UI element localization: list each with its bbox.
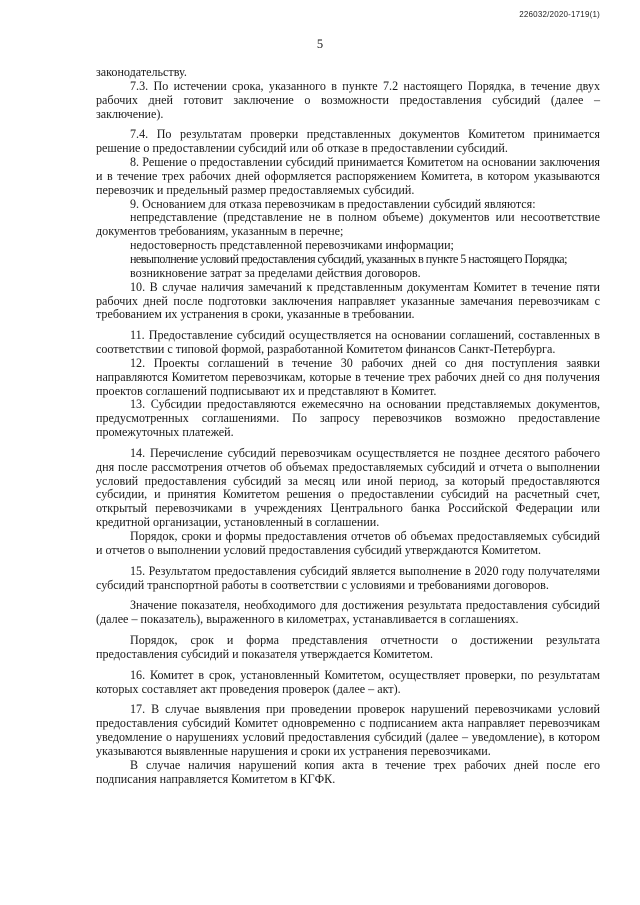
paragraph-17: 17. В случае выявления при проведении проверок нарушений перевозчиками условий предоставления субсидий Комитет одновременно с подписанием акта направляет перевозчикам уведомление о нарушениях условий предоставления субсидий (далее – уведомление), в котором указываются выявленные нарушения и сроки их устранения перевозчиками. xyxy=(96,702,600,758)
paragraph-7-3: 7.3. По истечении срока, указанного в пункте 7.2 настоящего Порядка, в течение двух рабочих дней готовит заключение о возможности предоставления субсидий (далее – заключение). xyxy=(96,78,600,121)
paragraph-15: 15. Результатом предоставления субсидий является выполнение в 2020 году получателями субсидий транспортной работы в соответствии с условиями и требованиями договоров. xyxy=(96,563,600,592)
paragraph-14-reporting: Порядок, сроки и формы предоставления отчетов об объемах предоставляемых субсидий и отчетов о выполнении условий предоставления субсидий утверждаются Комитетом. xyxy=(96,529,600,557)
document-body xyxy=(96,66,600,787)
paragraph-16: 16. Комитет в срок, установленный Комитетом, осуществляет проверки, по результатам которых составляет акт проведения проверок (далее – акт). xyxy=(96,667,600,696)
paragraph-continuation: законодательству. xyxy=(96,65,187,79)
paragraph-9-item-3: невыполнение условий предоставления субсидий, указанных в пункте 5 настоящего Порядка; xyxy=(130,251,567,266)
paragraph-11: 11. Предоставление субсидий осуществляется на основании соглашений, составленных в соответствии с типовой формой, разработанной Комитетом финансов Санкт-Петербурга. xyxy=(96,328,600,357)
paragraph-9: 9. Основанием для отказа перевозчикам в предоставлении субсидий являются: xyxy=(130,196,536,211)
paragraph-12: 12. Проекты соглашений в течение 30 рабочих дней со дня поступления заявки направляются Комитетом перевозчикам, которые в течение трех рабочих дней со дня получения проектов соглашений подписывают их и представляют в Комитет. xyxy=(96,355,600,398)
page-number: 5 xyxy=(316,37,324,51)
paragraph-7-4: 7.4. По результатам проверки представленных документов Комитетом принимается решение о предоставлении субсидий или об отказе в предоставлении субсидий. xyxy=(96,127,600,156)
paragraph-14: 14. Перечисление субсидий перевозчикам осуществляется не позднее десятого рабочего дня после рассмотрения отчетов об объемах предоставляемых субсидий и отчета о выполнении условий предоставления субсидий за месяц или иной период, за который предоставляются субсидии, и принятия Комитетом решения о предоставлении субсидий на расчетный счет, открытый перевозчиками в учреждениях Центрального банка Российской Федерации или кредитной организации, установленный в соглашении. xyxy=(96,445,600,530)
paragraph-15-indicator: Значение показателя, необходимого для достижения результата предоставления субсидий (далее – показатель), выраженного в километрах, устанавливается в соглашениях. xyxy=(96,598,600,627)
paragraph-10: 10. В случае наличия замечаний к представленным документам Комитет в течение пяти рабочих дней после подготовки заключения направляет указанные замечания перевозчикам с требованием их устранения в сроки, указанные в требовании. xyxy=(96,279,600,322)
paragraph-15-reporting: Порядок, срок и форма представления отчетности о достижении результата предоставления субсидий и показателя утверждается Комитетом. xyxy=(96,633,600,661)
paragraph-9-item-4: возникновение затрат за пределами действия договоров. xyxy=(130,265,421,280)
paragraph-9-item-2: недостоверность представленной перевозчиками информации; xyxy=(130,238,454,253)
paragraph-9-item-1: непредставление (представление не в полном объеме) документов или несоответствие документов требованиям, указанным в перечне; xyxy=(96,210,600,239)
paragraph-13: 13. Субсидии предоставляются ежемесячно на основании представляемых документов, предусмотренных соглашениями. По запросу перевозчиков возможно предоставление промежуточных платежей. xyxy=(96,397,600,440)
document-id: 226032/2020-1719(1) xyxy=(519,10,600,19)
paragraph-8: 8. Решение о предоставлении субсидий принимается Комитетом на основании заключения и в течение трех рабочих дней оформляется распоряжением Комитета, в котором указываются перевозчик и предельный размер предоставляемых субсидий. xyxy=(96,155,600,197)
paragraph-17-violations: В случае наличия нарушений копия акта в течение трех рабочих дней после его подписания направляется Комитетом в КГФК. xyxy=(96,757,600,786)
